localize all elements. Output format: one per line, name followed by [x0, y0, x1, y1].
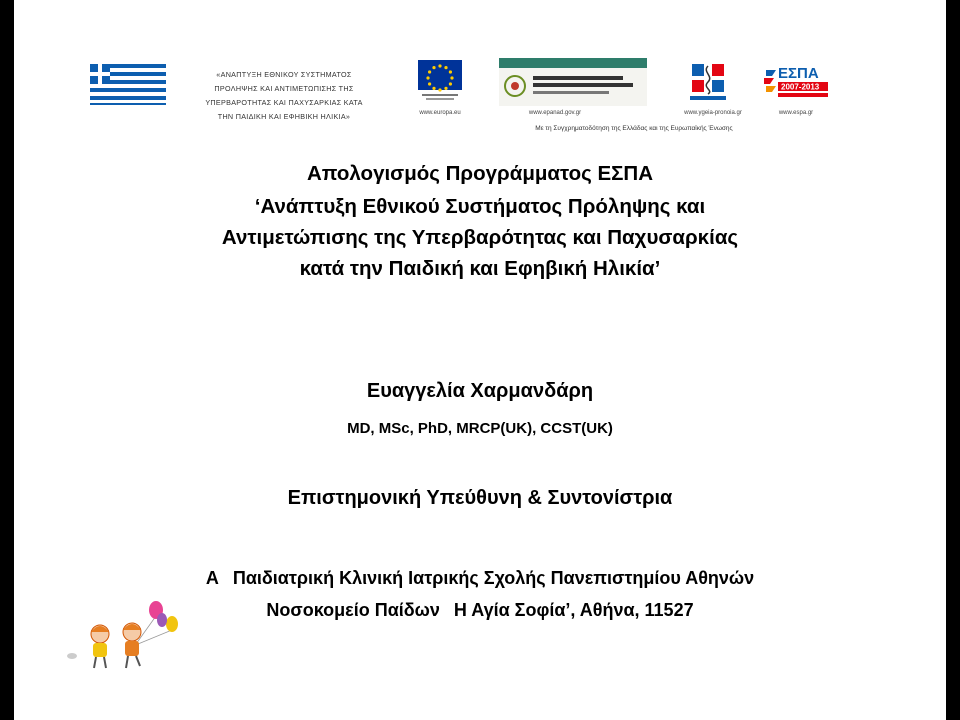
espa-logo [762, 60, 832, 106]
eu-flag-logo [418, 60, 462, 102]
epanad-logo [499, 58, 647, 106]
health-ministry-logo [688, 62, 728, 102]
title-line: Αντιμετώπισης της Υπερβαρότητας και Παχυσαρκίας [221, 226, 739, 249]
eu-url: www.europa.eu [419, 110, 461, 116]
affiliation-hospital: Νοσοκομείο Παίδων [266, 600, 440, 620]
affiliation-address: Η Αγία Σοφία’, Αθήνα, 11527 [453, 600, 694, 620]
author-degrees: MD, MSc, PhD, MRCP(UK), CCST(UK) [347, 420, 613, 437]
cofinance-note: Με τη Συγχρηματοδότηση της Ελλάδας και της Ευρωπαϊκής Ένωσης [535, 125, 733, 132]
children-balloons-illustration [58, 600, 188, 680]
slide [14, 0, 946, 720]
program-line: ΠΡΟΛΗΨΗΣ ΚΑΙ ΑΝΤΙΜΕΤΩΠΙΣΗΣ ΤΗΣ [214, 84, 354, 93]
espa-url: www.espa.gr [778, 110, 814, 116]
author-name: Ευαγγελία Χαρμανδάρη [366, 380, 594, 402]
svg-text:2007-2013: 2007-2013 [781, 82, 820, 92]
ygeia-url: www.ygeia-pronoia.gr [684, 110, 742, 116]
author-role: Επιστημονική Υπεύθυνη & Συντονίστρια [287, 487, 673, 509]
program-line: ΤΗΝ ΠΑΙΔΙΚΗ ΚΑΙ ΕΦΗΒΙΚΗ ΗΛΙΚΙΑ» [217, 112, 351, 121]
svg-text:ΕΣΠΑ: ΕΣΠΑ [778, 65, 819, 82]
presentation-title [14, 158, 946, 284]
program-line: ΥΠΕΡΒΑΡΟΤΗΤΑΣ ΚΑΙ ΠΑΧΥΣΑΡΚΙΑΣ ΚΑΤΑ [205, 98, 363, 107]
affiliation-prefix: Α [205, 568, 219, 588]
program-header-text [194, 68, 374, 124]
epanad-url: www.epanad.gov.gr [528, 110, 582, 116]
greek-flag-logo [90, 64, 166, 108]
title-line: κατά την Παιδική και Εφηβική Ηλικία’ [299, 257, 661, 280]
program-line: «ΑΝΑΠΤΥΞΗ ΕΘΝΙΚΟΥ ΣΥΣΤΗΜΑΤΟΣ [216, 70, 352, 79]
affiliation-line-1 [14, 562, 946, 594]
title-line: ‘Ανάπτυξη Εθνικού Συστήματος Πρόληψης και [254, 195, 706, 218]
affiliation-clinic: Παιδιατρική Κλινική Ιατρικής Σχολής Πανεπιστημίου Αθηνών [232, 568, 755, 588]
title-line: Απολογισμός Προγράμματος ΕΣΠΑ [306, 162, 654, 185]
